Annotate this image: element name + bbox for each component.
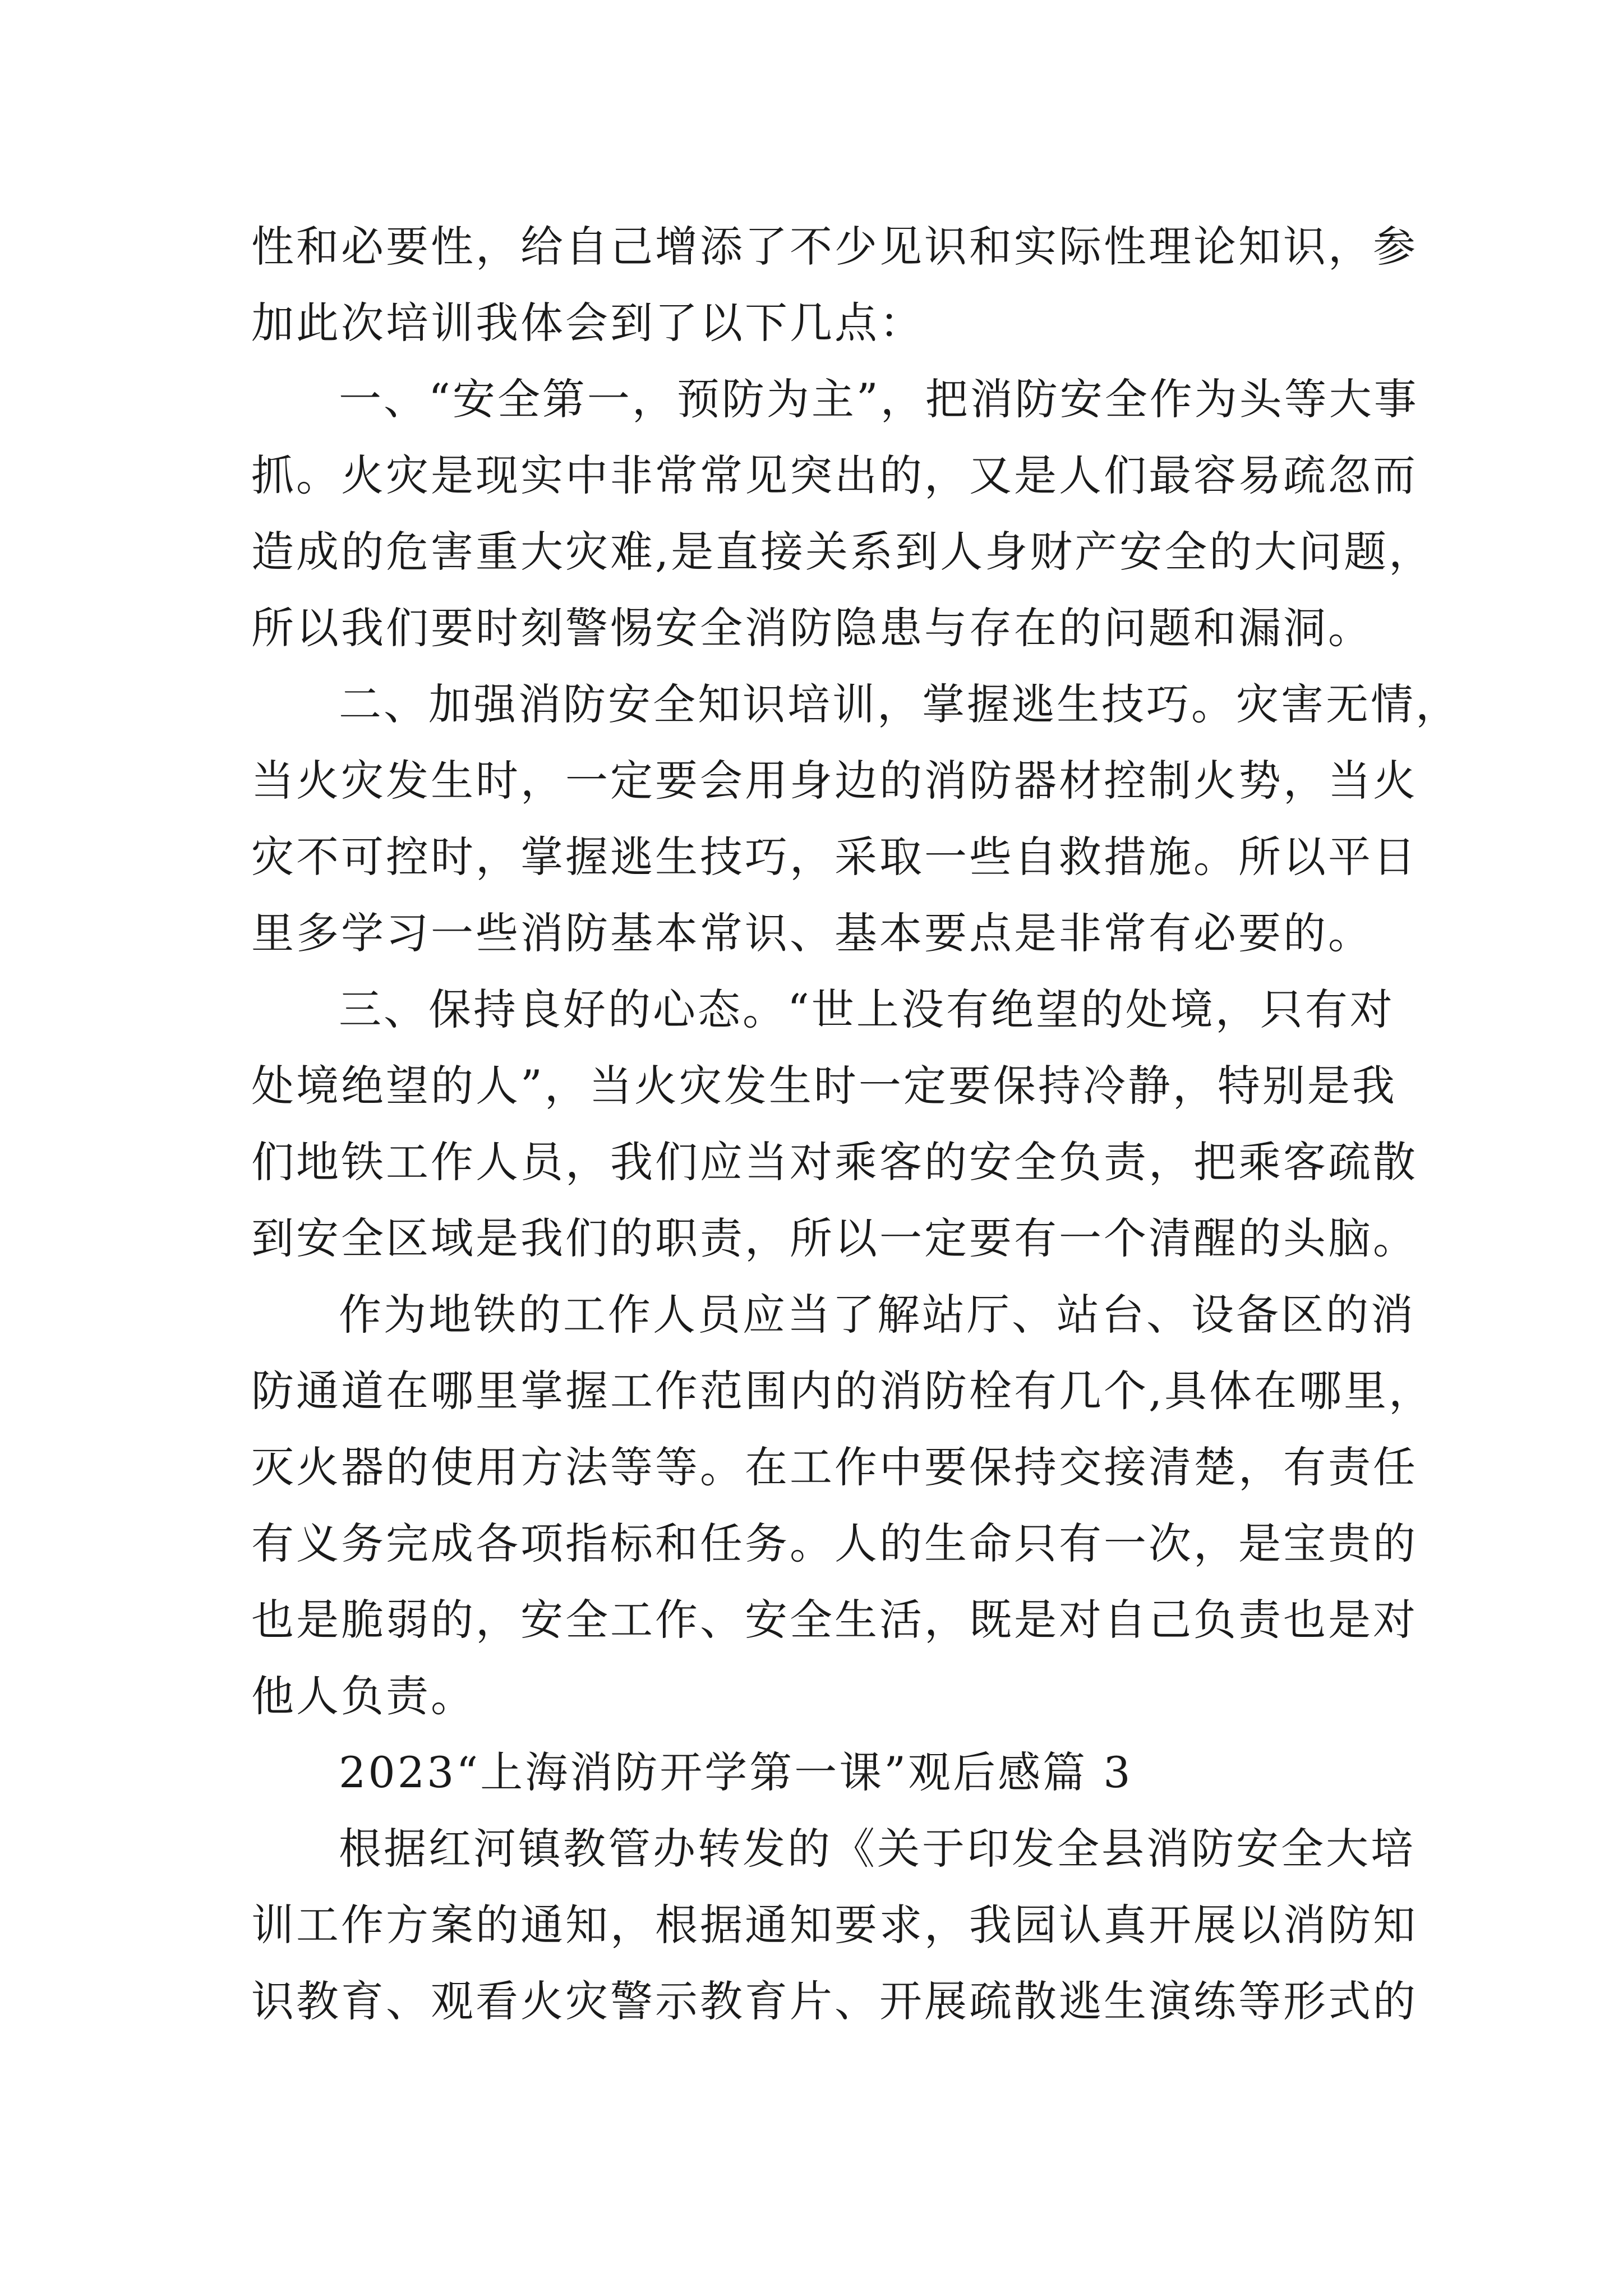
text-line: 所以我们要时刻警惕安全消防隐患与存在的问题和漏洞。 (251, 603, 1373, 653)
text-line: 一、“安全第一，预防为主”，把消防安全作为头等大事 (339, 374, 1419, 424)
paragraph (251, 666, 1460, 972)
text-line: 根据红河镇教管办转发的《关于印发全县消防安全大培 (339, 1824, 1415, 1874)
text-line: 里多学习一些消防基本常识、基本要点是非常有必要的。 (251, 908, 1373, 958)
text-line: 训工作方案的通知，根据通知要求，我园认真开展以消防知 (251, 1900, 1418, 1950)
text-line: 抓。火灾是现实中非常常见突出的，又是人们最容易疏忽而 (251, 450, 1418, 500)
paragraph (251, 1811, 1418, 2040)
text-line: 二、加强消防安全知识培训，掌握逃生技巧。灾害无情， (339, 679, 1460, 729)
text-line: 识教育、观看火灾警示教育片、开展疏散逃生演练等形式的 (251, 1976, 1418, 2026)
text-line: 作为地铁的工作人员应当了解站厅、站台、设备区的消 (339, 1290, 1415, 1340)
section-heading (251, 1734, 1384, 1811)
text-line: 到安全区域是我们的职责，所以一定要有一个清醒的头脑。 (251, 1213, 1418, 1263)
paragraph (251, 361, 1434, 666)
text-line: 灭火器的使用方法等等。在工作中要保持交接清楚，有责任 (251, 1442, 1418, 1492)
paragraph (251, 1277, 1434, 1734)
paragraph (251, 209, 1418, 361)
text-line: 他人负责。 (251, 1671, 476, 1721)
text-line: 性和必要性，给自己增添了不少见识和实际性理论知识，参 (251, 222, 1418, 272)
text-line: 当火灾发生时，一定要会用身边的消防器材控制火势，当火 (251, 756, 1418, 806)
heading-text: 2023“上海消防开学第一课”观后感篇 3 (339, 1747, 1133, 1797)
text-line: 们地铁工作人员，我们应当对乘客的安全负责，把乘客疏散 (251, 1137, 1418, 1187)
text-line: 加此次培训我体会到了以下几点： (251, 298, 924, 348)
text-line: 有义务完成各项指标和任务。人的生命只有一次，是宝贵的 (251, 1519, 1418, 1568)
text-line: 防通道在哪里掌握工作范围内的消防栓有几个,具体在哪里， (251, 1366, 1434, 1416)
text-line: 灾不可控时，掌握逃生技巧，采取一些自救措施。所以平日 (251, 832, 1418, 882)
paragraph (251, 972, 1418, 1277)
text-line: 造成的危害重大灾难,是直接关系到人身财产安全的大问题， (251, 527, 1434, 577)
text-line: 也是脆弱的，安全工作、安全生活，既是对自己负责也是对 (251, 1595, 1418, 1645)
text-line: 处境绝望的人”，当火灾发生时一定要保持冷静，特别是我 (251, 1061, 1397, 1111)
text-line: 三、保持良好的心态。“世上没有绝望的处境，只有对 (339, 984, 1395, 1034)
document-body (251, 209, 1460, 2040)
